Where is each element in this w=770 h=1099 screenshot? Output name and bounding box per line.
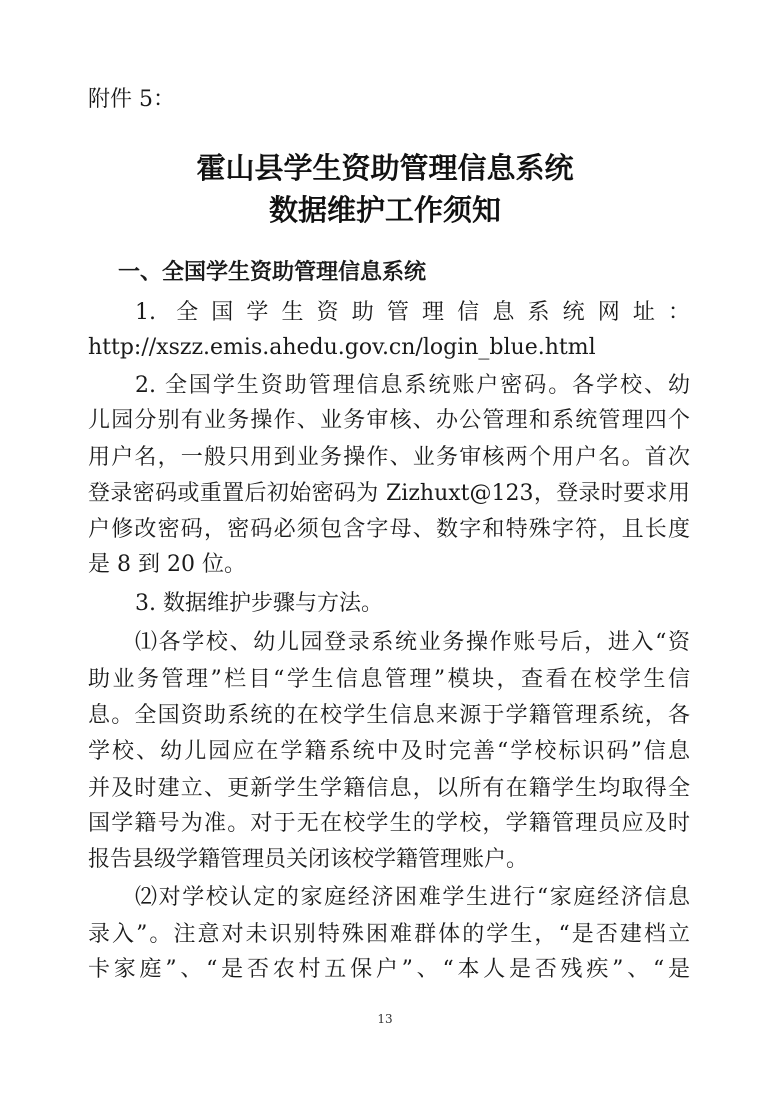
text-line: 息。全国资助系统的在校学生信息来源于学籍管理系统，各 (88, 703, 690, 728)
document-title-line2: 数据维护工作须知 (268, 193, 501, 227)
text-line: 报告县级学籍管理员关闭该校学籍管理账户。 (88, 847, 529, 872)
text-line: 登录密码或重置后初始密码为 Zizhuxt@123，登录时要求用 (88, 481, 690, 506)
attachment-label: 附件 5： (88, 87, 175, 112)
text-line: 户修改密码，密码必须包含字母、数字和特殊字符，且长度 (88, 517, 690, 542)
section-heading: 一、全国学生资助管理信息系统 (118, 259, 427, 285)
text-line: ⑵对学校认定的家庭经济困难学生进行“家庭经济信息 (135, 885, 690, 910)
text-line: 国学籍号为准。对于无在校学生的学校，学籍管理员应及时 (88, 811, 690, 836)
text-line: 卡家庭”、“是否农村五保户”、“本人是否残疾”、“是 (88, 957, 690, 982)
text-line: 助业务管理”栏目“学生信息管理”模块，查看在校学生信 (88, 667, 690, 692)
text-line: 是 8 到 20 位。 (88, 552, 246, 577)
document-title-line1: 霍山县学生资助管理信息系统 (196, 151, 574, 185)
text-line: 儿园分别有业务操作、业务审核、办公管理和系统管理四个 (88, 408, 690, 433)
text-line: 用户名，一般只用到业务操作、业务审核两个用户名。首次 (88, 445, 690, 470)
text-line: 1. 全国学生资助管理信息系统网址： (135, 300, 690, 325)
text-line: http://xszz.emis.ahedu.gov.cn/login_blue.html (88, 335, 596, 360)
text-line: 3. 数据维护步骤与方法。 (135, 591, 383, 616)
text-line: ⑴各学校、幼儿园登录系统业务操作账号后，进入“资 (135, 630, 690, 655)
text-line: 学校、幼儿园应在学籍系统中及时完善“学校标识码”信息 (88, 739, 690, 764)
page-number: 13 (377, 1012, 393, 1026)
text-line: 并及时建立、更新学生学籍信息，以所有在籍学生均取得全 (88, 776, 690, 801)
text-line: 录入”。注意对未识别特殊困难群体的学生，“是否建档立 (88, 922, 690, 947)
text-line: 2. 全国学生资助管理信息系统账户密码。各学校、幼 (135, 373, 690, 398)
